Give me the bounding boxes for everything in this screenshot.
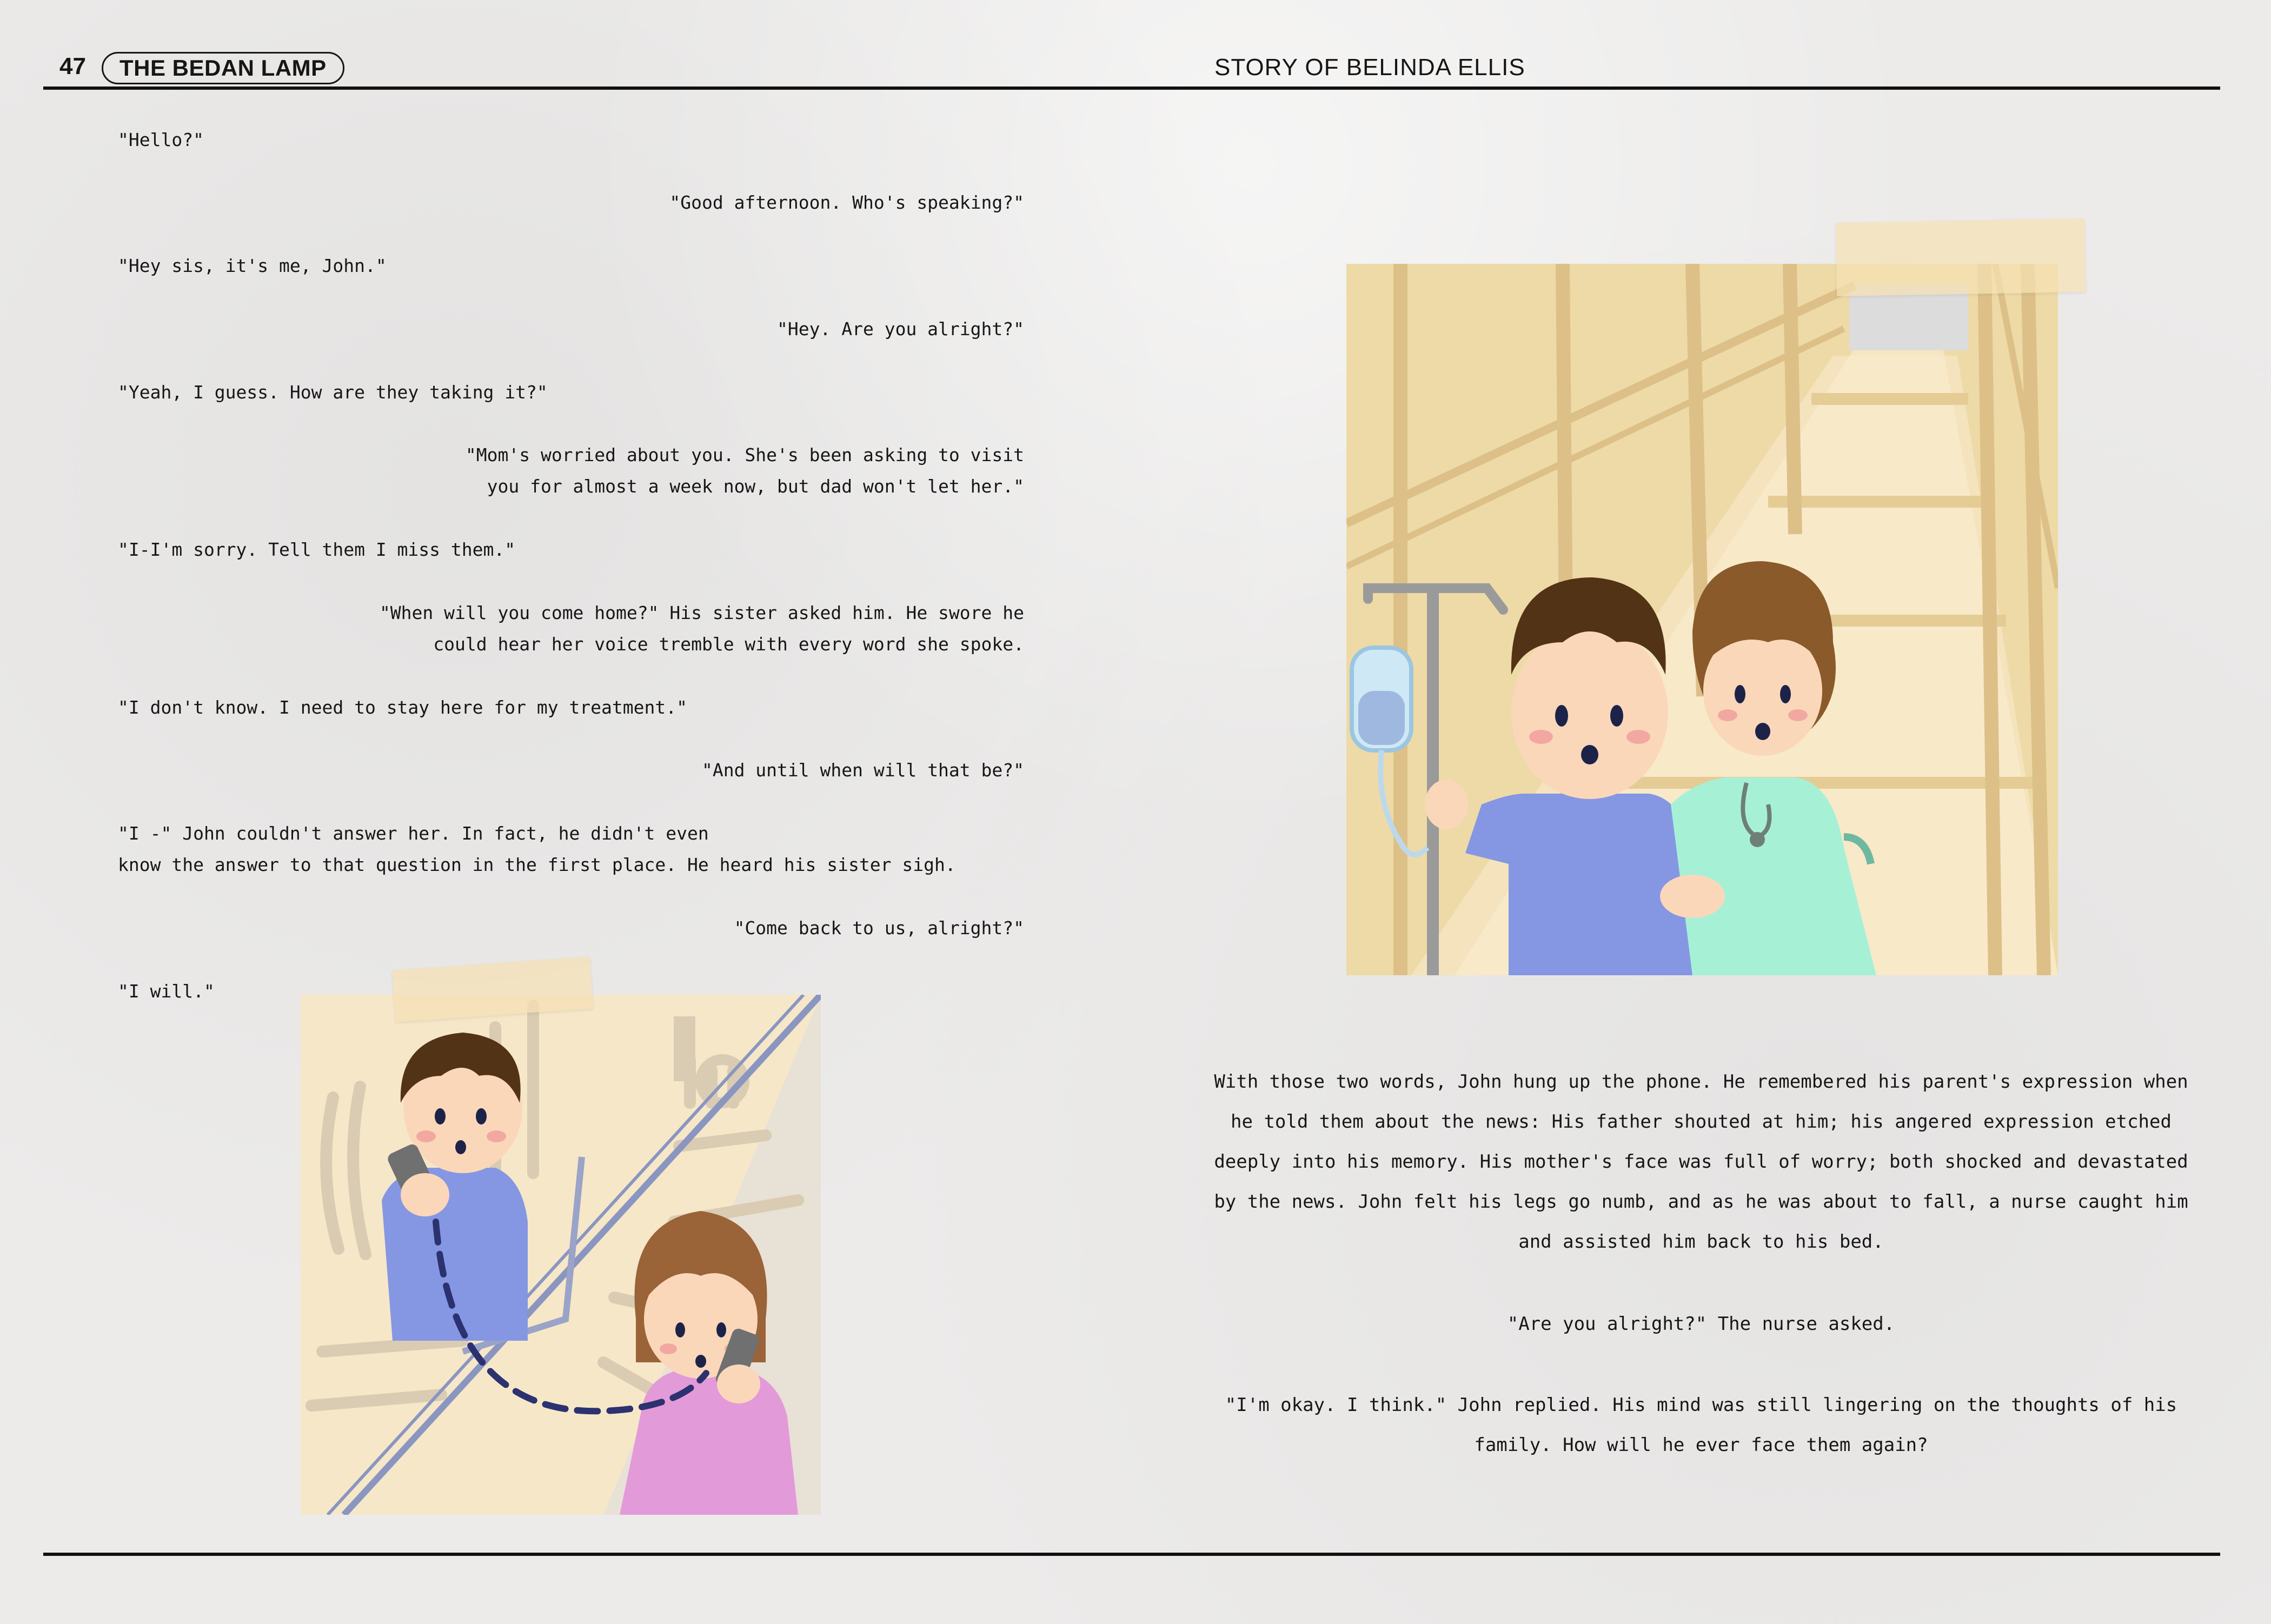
- dialogue-line: "Hello?": [118, 129, 204, 150]
- dialogue-line: "When will you come home?" His sister asked him. He swore he could hear her voice tremble with every word she spoke.: [379, 602, 1024, 655]
- narrative-paragraph: "Are you alright?" The nurse asked.: [1507, 1313, 1895, 1335]
- dialogue-line: "I don't know. I need to stay here for my treatment.": [118, 697, 687, 718]
- dialogue-line: "And until when will that be?": [701, 760, 1024, 781]
- dialogue-line: "I will.": [118, 981, 215, 1002]
- dialogue-line: "Yeah, I guess. How are they taking it?": [118, 382, 548, 403]
- page-header: [43, 49, 2220, 92]
- dialogue-line: "I -" John couldn't answer her. In fact, he didn't even know the answer to that question in the first place. He heard his sister sigh.: [118, 823, 956, 875]
- dialogue-line: "Good afternoon. Who's speaking?": [669, 192, 1024, 213]
- dialogue-line: "Mom's worried about you. She's been asking to visit you for almost a week now, but dad won't let her.": [465, 444, 1024, 497]
- story-title: STORY OF BELINDA ELLIS: [1214, 54, 1525, 81]
- dialogue-line: "Come back to us, alright?": [734, 917, 1024, 939]
- footer-rule: [43, 1553, 2220, 1556]
- header-rule: [43, 86, 2220, 90]
- magazine-name: THE BEDAN LAMP: [102, 52, 344, 84]
- narrative-paragraph: With those two words, John hung up the phone. He remembered his parent's expression when he told them about the news: His father shouted at him; his angered expression etched deeply into his memory. His mother's face was full of worry; both shocked and devastated by the news. John felt his legs go numb, and as he was about to fall, a nurse caught him and assisted him back to his bed.: [1214, 1071, 2188, 1253]
- page-number: 47: [59, 53, 86, 79]
- hospital-corridor-illustration: [1346, 264, 2058, 975]
- tape-strip: [1836, 218, 2086, 296]
- dialogue-line: "I-I'm sorry. Tell them I miss them.": [118, 539, 516, 560]
- dialogue-line: "Hey sis, it's me, John.": [118, 255, 387, 276]
- narrative-paragraph: "I'm okay. I think." John replied. His mind was still lingering on the thoughts of his family. How will he ever face them again?: [1225, 1394, 2177, 1456]
- dialogue-line: "Hey. Are you alright?": [777, 318, 1024, 340]
- phone-call-illustration: [301, 995, 821, 1515]
